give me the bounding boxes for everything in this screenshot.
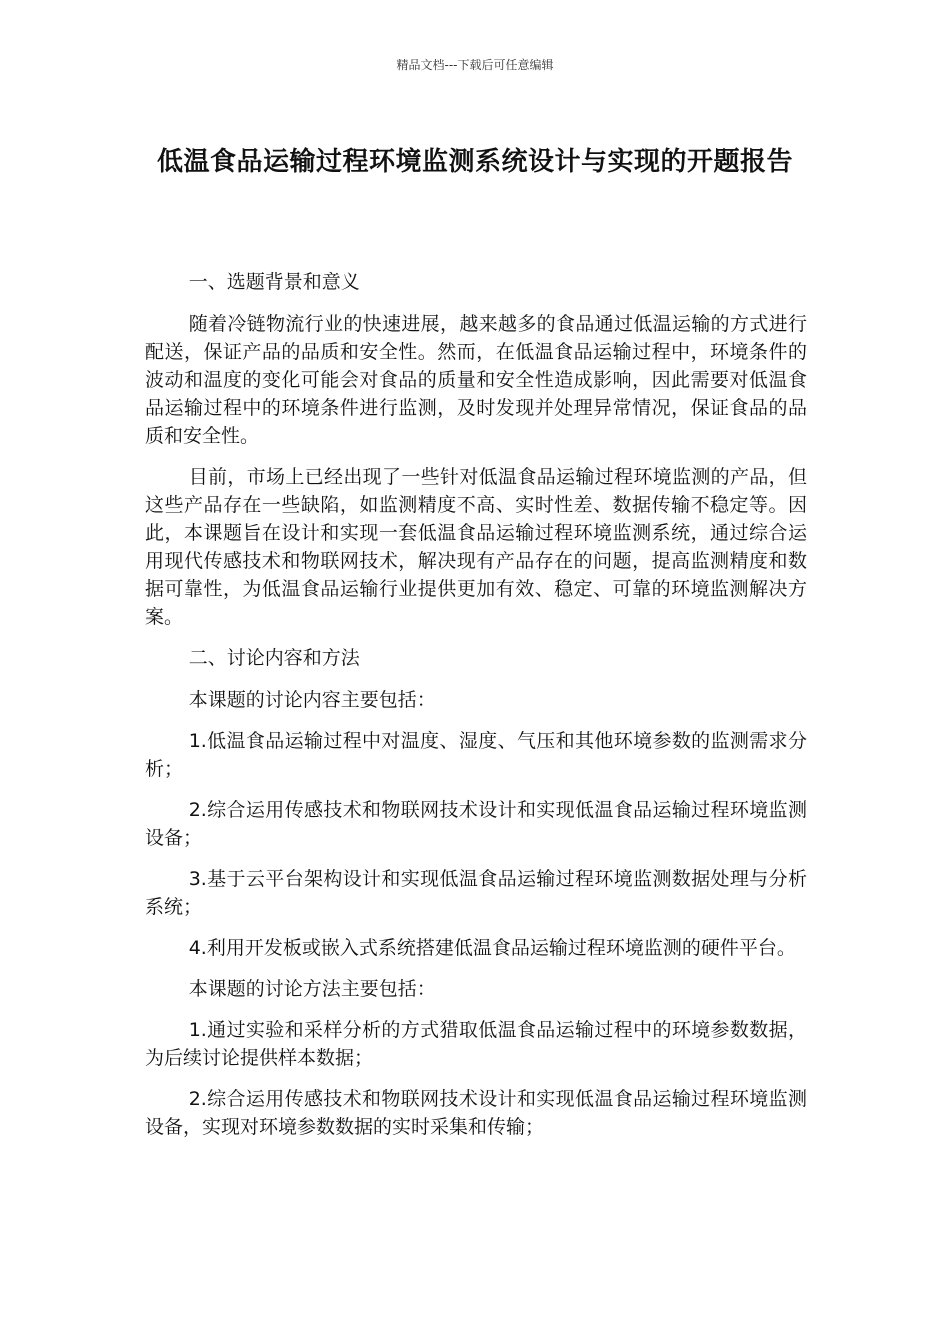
section-heading-background: 一、选题背景和意义 <box>188 271 360 293</box>
paragraph-background: 随着冷链物流行业的快速进展，越来越多的食品通过低温运输的方式进行配送，保证产品的品质和安全性。然而，在低温食品运输过程中，环境条件的波动和温度的变化可能会对食品的质量和安全性造成影响，因此需要对低温食品运输过程中的环境条件进行监测，及时发现并处理异常情况，保证食品的品质和安全性。 <box>145 313 807 447</box>
list-item-content-1: 1.低温食品运输过程中对温度、湿度、气压和其他环境参数的监测需求分析； <box>145 730 807 780</box>
paragraph-market-status: 目前，市场上已经出现了一些针对低温食品运输过程环境监测的产品，但这些产品存在一些缺陷，如监测精度不高、实时性差、数据传输不稳定等。因此，本课题旨在设计和实现一套低温食品运输过程环境监测系统，通过综合运用现代传感技术和物联网技术，解决现有产品存在的问题，提高监测精度和数据可靠性，为低温食品运输行业提供更加有效、稳定、可靠的环境监测解决方案。 <box>145 466 807 628</box>
list-item-method-2: 2.综合运用传感技术和物联网技术设计和实现低温食品运输过程环境监测设备，实现对环境参数数据的实时采集和传输； <box>145 1088 807 1138</box>
list-item-content-3: 3.基于云平台架构设计和实现低温食品运输过程环境监测数据处理与分析系统； <box>145 868 807 918</box>
document-body <box>145 268 807 1154</box>
section-heading-content-methods: 二、讨论内容和方法 <box>188 647 360 669</box>
list-item-method-1: 1.通过实验和采样分析的方式猎取低温食品运输过程中的环境参数数据，为后续讨论提供样本数据； <box>145 1019 807 1069</box>
page-title: 低温食品运输过程环境监测系统设计与实现的开题报告 <box>156 147 793 177</box>
paragraph-methods-intro: 本课题的讨论方法主要包括： <box>188 978 436 1000</box>
list-item-content-2: 2.综合运用传感技术和物联网技术设计和实现低温食品运输过程环境监测设备； <box>145 799 807 849</box>
header-note: 精品文档---下载后可任意编辑 <box>396 58 554 72</box>
list-item-content-4: 4.利用开发板或嵌入式系统搭建低温食品运输过程环境监测的硬件平台。 <box>188 937 796 959</box>
paragraph-content-intro: 本课题的讨论内容主要包括： <box>188 689 436 711</box>
